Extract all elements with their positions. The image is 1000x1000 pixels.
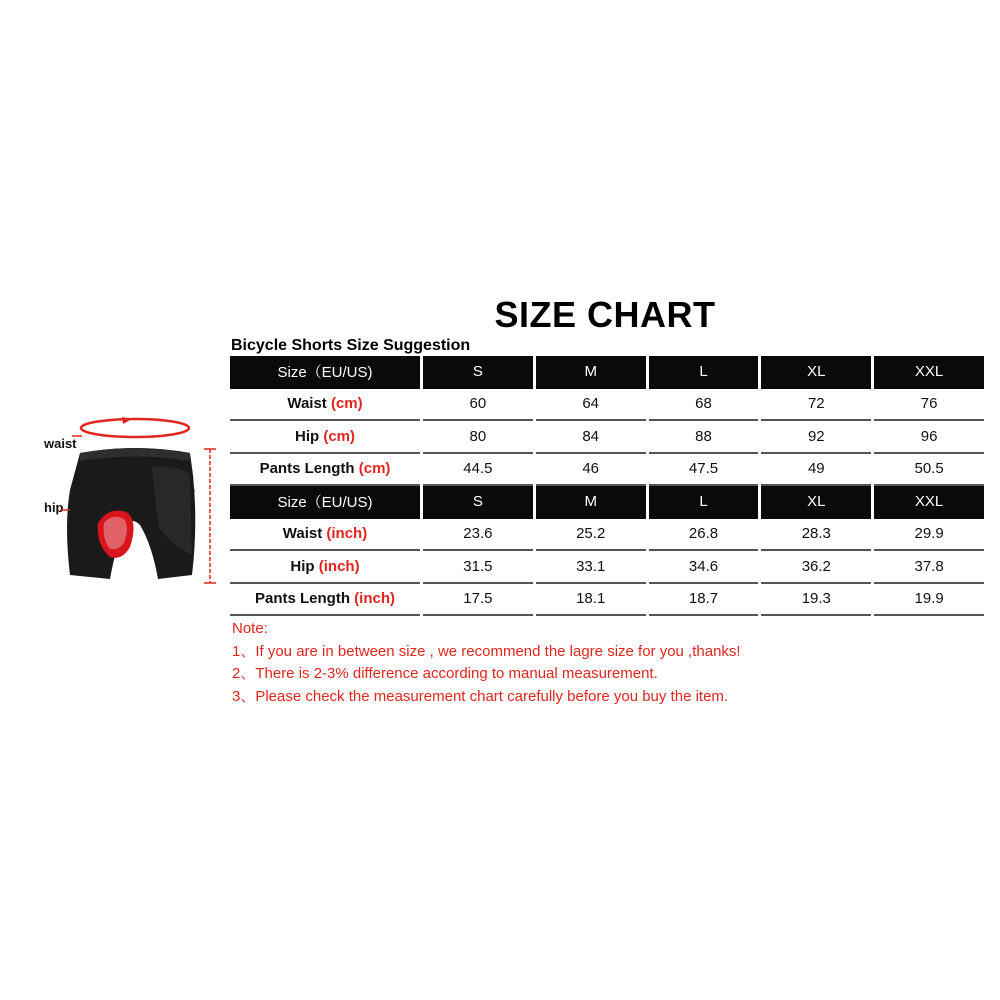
note-item: 1、If you are in between size , we recommend the lagre size for you ,thanks! bbox=[232, 642, 741, 660]
table-cell: 19.9 bbox=[874, 584, 984, 617]
table-cell: 18.1 bbox=[536, 584, 646, 617]
shorts-illustration bbox=[40, 405, 230, 600]
table-row bbox=[230, 421, 984, 454]
table-cell: 19.3 bbox=[761, 584, 871, 617]
size-header-label: Size（EU/US) bbox=[230, 486, 420, 519]
table-cell: 18.7 bbox=[649, 584, 759, 617]
notes-heading: Note: bbox=[232, 620, 268, 637]
table-cell: 72 bbox=[761, 389, 871, 422]
waist-arrow-icon bbox=[81, 419, 189, 437]
table-cell: 23.6 bbox=[423, 519, 533, 552]
table-cell: 49 bbox=[761, 454, 871, 487]
row-label: Hip (inch) bbox=[230, 551, 420, 584]
table-cell: 68 bbox=[649, 389, 759, 422]
table-cell: 29.9 bbox=[874, 519, 984, 552]
size-header-cell: XL bbox=[761, 486, 871, 519]
table-cell: 17.5 bbox=[423, 584, 533, 617]
table-cell: 37.8 bbox=[874, 551, 984, 584]
table-cell: 88 bbox=[649, 421, 759, 454]
table-cell: 34.6 bbox=[649, 551, 759, 584]
size-header-cell: L bbox=[649, 356, 759, 389]
table-row bbox=[230, 584, 984, 617]
size-header-cell: M bbox=[536, 356, 646, 389]
subtitle: Bicycle Shorts Size Suggestion bbox=[231, 337, 471, 354]
size-header-cell: S bbox=[423, 356, 533, 389]
table-row bbox=[230, 454, 984, 487]
table-row bbox=[230, 389, 984, 422]
table-cell: 80 bbox=[423, 421, 533, 454]
size-header-cell: S bbox=[423, 486, 533, 519]
table-header-row-cm bbox=[230, 356, 984, 389]
row-label: Hip (cm) bbox=[230, 421, 420, 454]
waist-label: waist bbox=[44, 436, 77, 451]
table-cell: 25.2 bbox=[536, 519, 646, 552]
size-header-cell: XXL bbox=[874, 356, 984, 389]
table-cell: 84 bbox=[536, 421, 646, 454]
table-cell: 47.5 bbox=[649, 454, 759, 487]
table-header-row-inch bbox=[230, 486, 984, 519]
table-cell: 64 bbox=[536, 389, 646, 422]
notes bbox=[232, 618, 741, 708]
table-cell: 36.2 bbox=[761, 551, 871, 584]
table-cell: 60 bbox=[423, 389, 533, 422]
row-label: Pants Length (inch) bbox=[230, 584, 420, 617]
row-label: Waist (inch) bbox=[230, 519, 420, 552]
size-header-cell: M bbox=[536, 486, 646, 519]
size-header-cell: L bbox=[649, 486, 759, 519]
size-header-cell: XXL bbox=[874, 486, 984, 519]
table-cell: 50.5 bbox=[874, 454, 984, 487]
table-cell: 26.8 bbox=[649, 519, 759, 552]
hip-label: hip bbox=[44, 500, 64, 515]
table-cell: 33.1 bbox=[536, 551, 646, 584]
note-item: 2、There is 2-3% difference according to manual measurement. bbox=[232, 665, 658, 682]
table-cell: 76 bbox=[874, 389, 984, 422]
table-cell: 44.5 bbox=[423, 454, 533, 487]
size-header-label: Size（EU/US) bbox=[230, 356, 420, 389]
table-cell: 28.3 bbox=[761, 519, 871, 552]
table-row bbox=[230, 551, 984, 584]
table-row bbox=[230, 519, 984, 552]
table-cell: 31.5 bbox=[423, 551, 533, 584]
table-cell: 46 bbox=[536, 454, 646, 487]
table-cell: 92 bbox=[761, 421, 871, 454]
note-item: 3、Please check the measurement chart carefully before you buy the item. bbox=[232, 687, 729, 705]
table-cell: 96 bbox=[874, 421, 984, 454]
size-header-cell: XL bbox=[761, 356, 871, 389]
row-label: Pants Length (cm) bbox=[230, 454, 420, 487]
row-label: Waist (cm) bbox=[230, 389, 420, 422]
size-table bbox=[227, 356, 987, 616]
page-title: SIZE CHART bbox=[494, 294, 716, 335]
